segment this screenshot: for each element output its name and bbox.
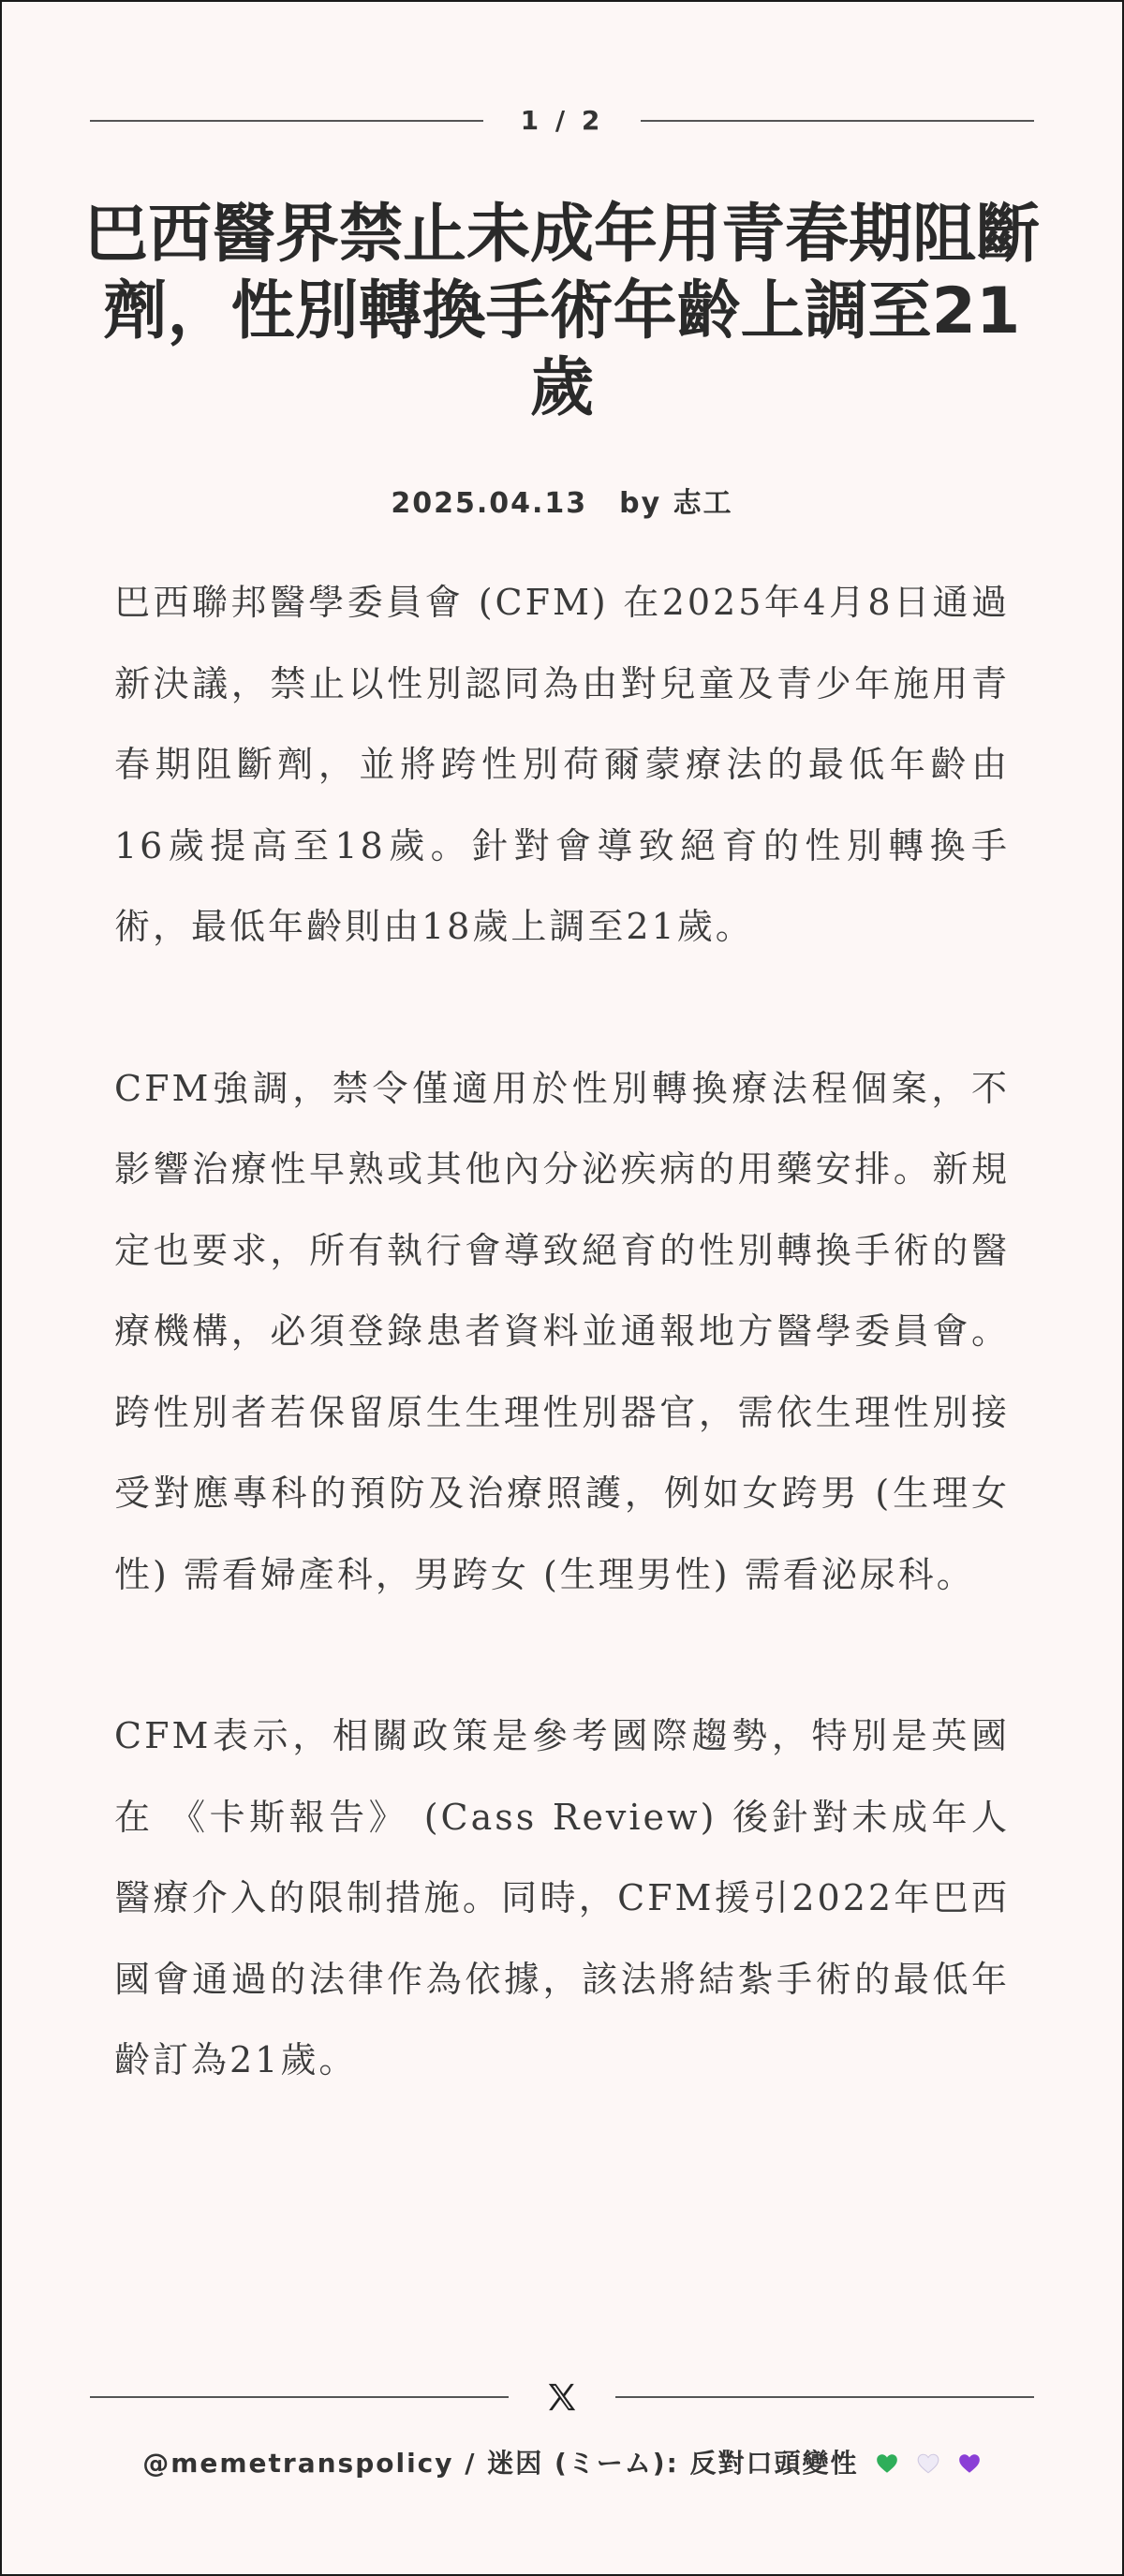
paragraph-3: CFM表示，相關政策是參考國際趨勢，特別是英國在 《卡斯報告》 (Cass Review) 後針對未成年人醫療介入的限制措施。同時，CFM援引2022年巴西國會通過的法律作為依據，該法將結紮手術的最低年齡訂為21歲。 (114, 1715, 1010, 2080)
page-indicator: 1 / 2 (520, 105, 604, 136)
purple-heart-icon (957, 2451, 982, 2476)
divider-right (641, 120, 1034, 122)
paragraph-1: 巴西聯邦醫學委員會 (CFM) 在2025年4月8日通過新決議，禁止以性別認同為由對兒童及青少年施用青春期阻斷劑，並將跨性別荷爾蒙療法的最低年齡由16歲提高至18歲。針對會導致絕育的性別轉換手術，最低年齡則由18歲上調至21歲。 (114, 582, 1010, 947)
article-title: 巴西醫界禁止未成年用青春期阻斷劑，性別轉換手術年齡上調至21歲 (84, 198, 1041, 425)
green-heart-icon (875, 2451, 899, 2476)
article-date: 2025.04.13 (391, 487, 588, 520)
page-indicator-row (90, 105, 1034, 136)
article-byline: by 志工 (619, 487, 733, 520)
footer-handle-text: @memetranspolicy / 迷因 (ミーム): 反對口頭變性 (142, 2448, 859, 2479)
x-logo-icon (546, 2381, 578, 2413)
divider-left (90, 120, 483, 122)
article-body (114, 562, 1010, 2182)
footer-divider-left (90, 2396, 509, 2398)
footer-handle (0, 2443, 1124, 2480)
footer-divider-right (615, 2396, 1034, 2398)
article-meta (0, 480, 1124, 521)
paragraph-2: CFM強調，禁令僅適用於性別轉換療法程個案，不影響治療性早熟或其他內分泌疾病的用藥安排。新規定也要求，所有執行會導致絕育的性別轉換手術的醫療機構，必須登錄患者資料並通報地方醫學委員會。跨性別者若保留原生生理性別器官，需依生理性別接受對應專科的預防及治療照護，例如女跨男 (生理女性) 需看婦產科，男跨女 (生理男性) 需看泌尿科。 (114, 1067, 1010, 1595)
white-heart-icon (916, 2451, 940, 2476)
footer-divider-row (90, 2381, 1034, 2413)
